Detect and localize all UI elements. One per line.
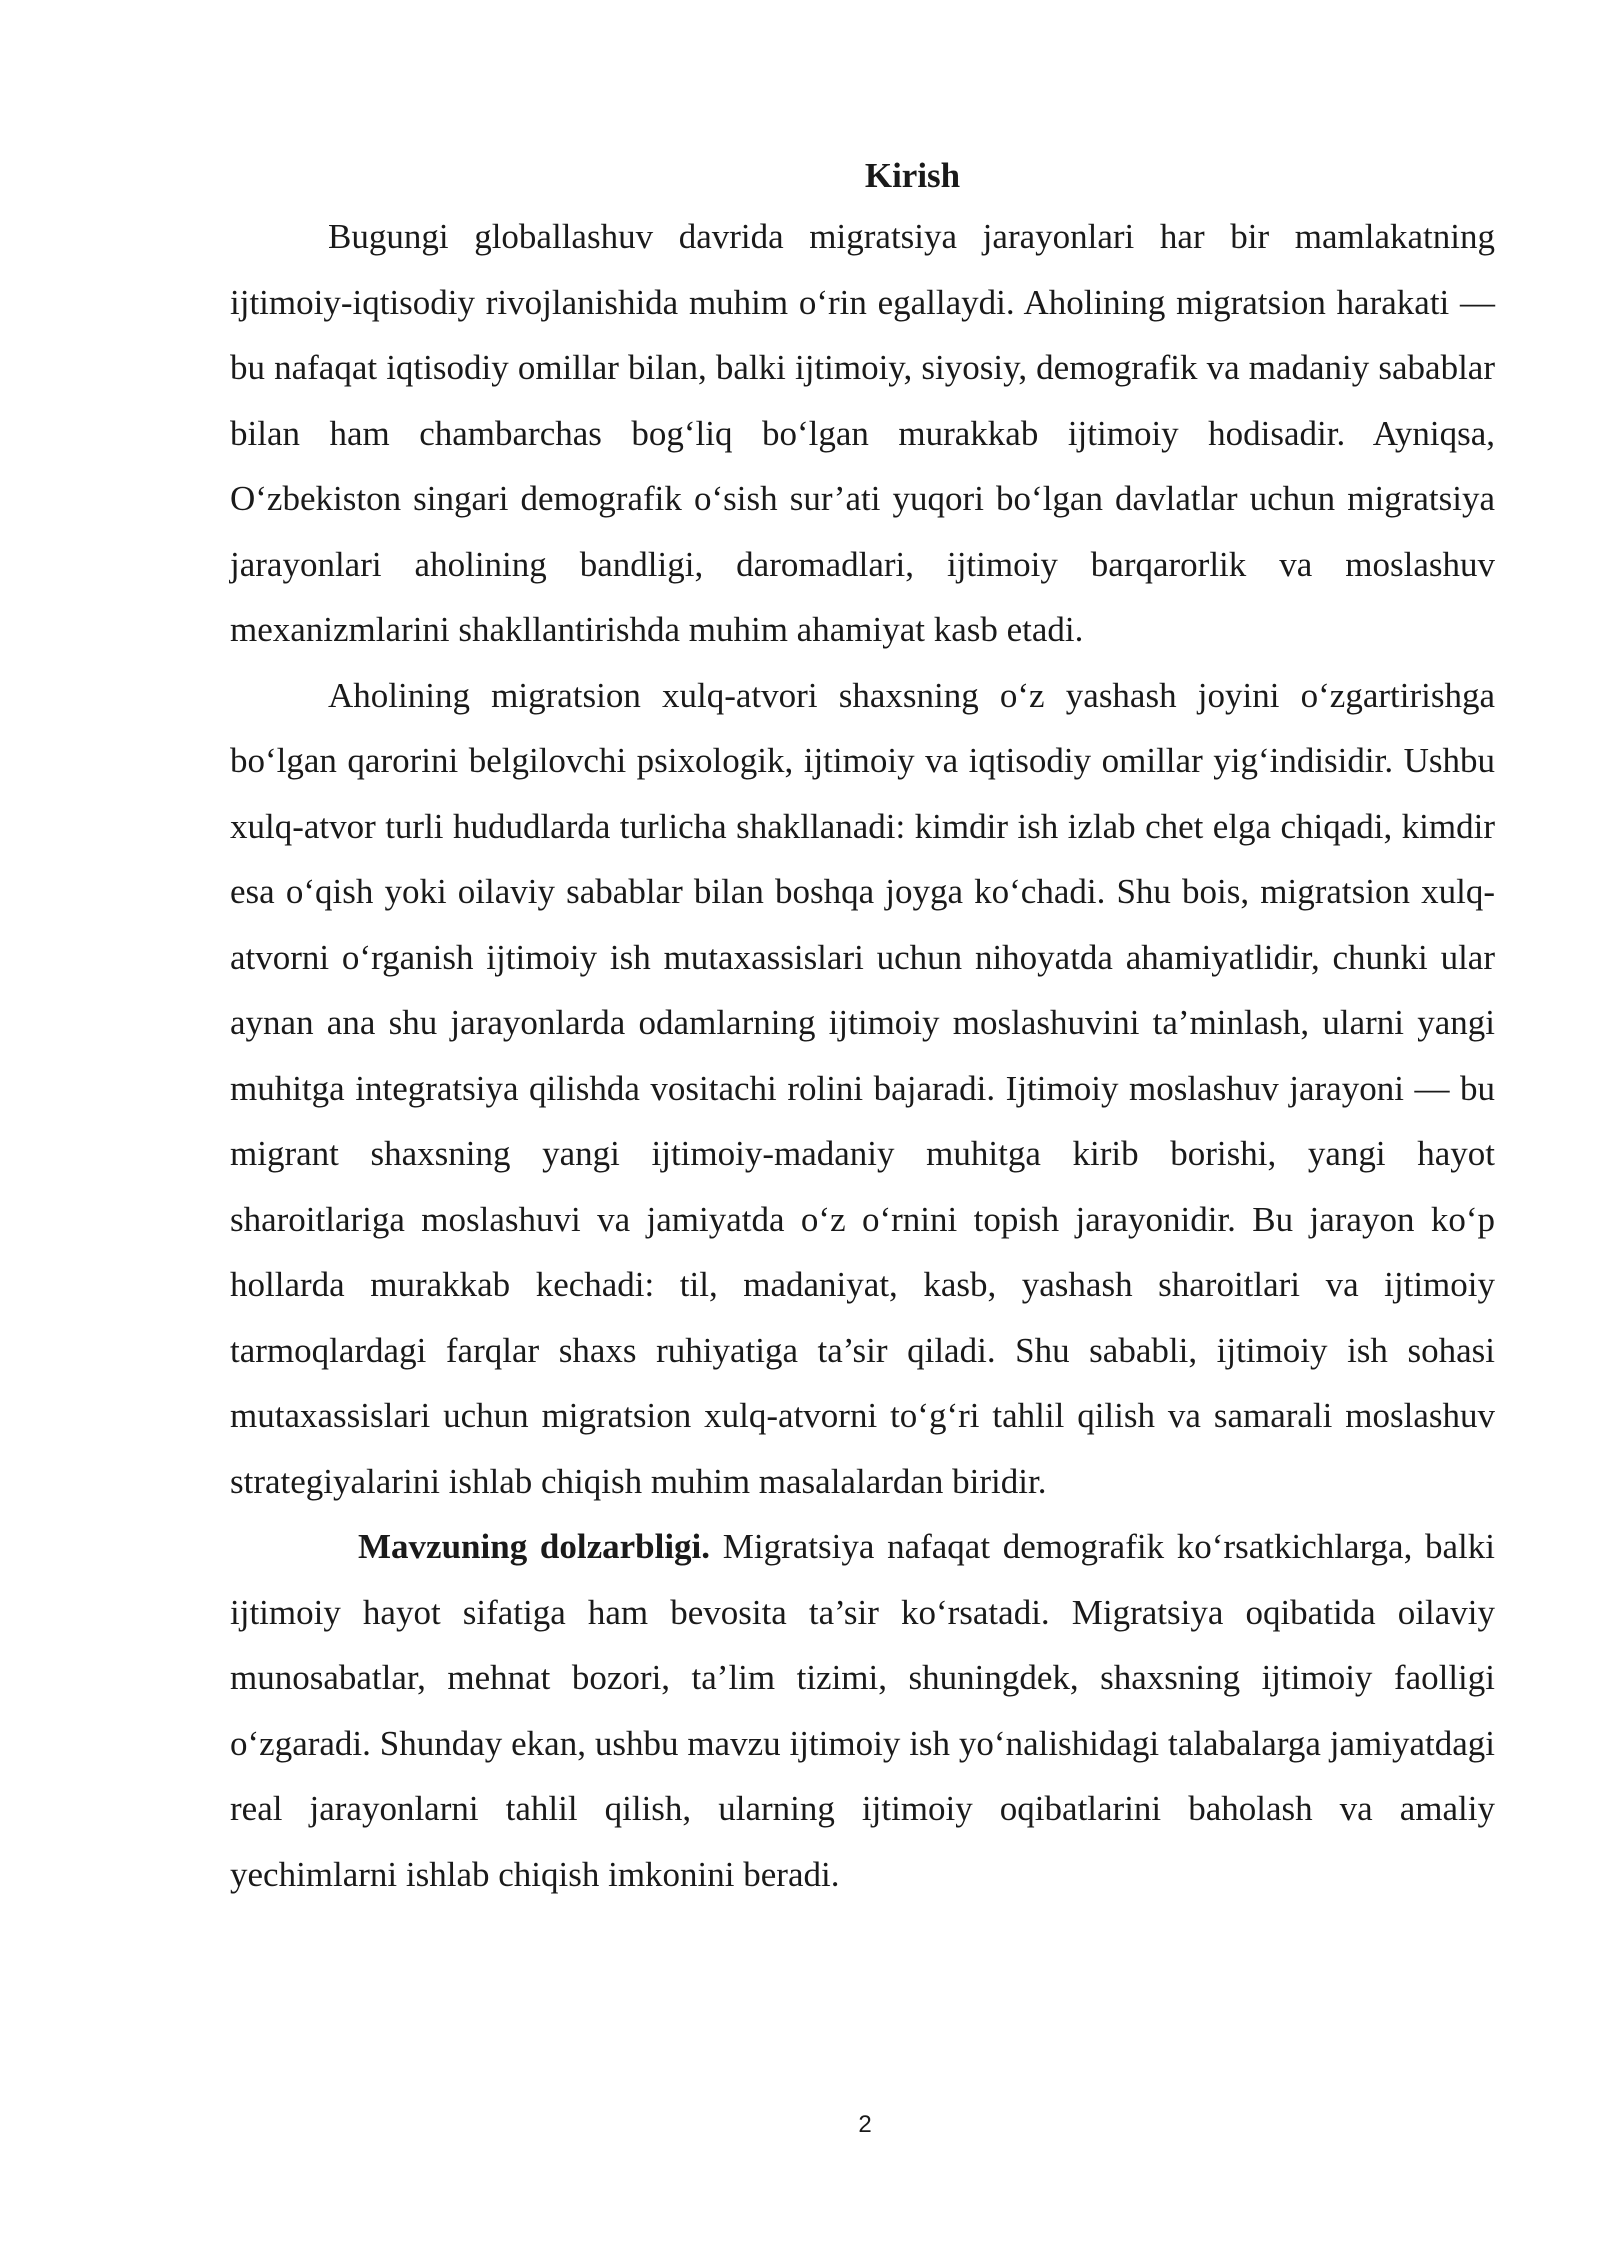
paragraph-text: Aholining migratsion xulq-atvori shaxsning o‘z yashash joyini o‘zgartirishga bo‘lgan qarorini belgilovchi psixologik, ijtimoiy va iqtisodiy omillar yig‘indisidir. Ushbu xulq-atvor turli hududlarda turlicha shakllanadi: kimdir ish izlab chet elga chiqadi, kimdir esa o‘qish yoki oilaviy sabablar bilan boshqa joyga ko‘chadi. Shu bois, migratsion xulq-atvorni o‘rganish ijtimoiy ish mutaxassislari uchun nihoyatda ahamiyatlidir, chunki ular aynan ana shu jarayonlarda odamlarning ijtimoiy moslashuvini ta’minlash, ularni yangi muhitga integratsiya qilishda vositachi rolini bajaradi. Ijtimoiy moslashuv jarayoni — bu migrant shaxsning yangi ijtimoiy-madaniy muhitga kirib borishi, yangi hayot sharoitlariga moslashuvi va jamiyatda o‘z o‘rnini topish jarayonidir. Bu jarayon ko‘p hollarda murakkab kechadi: til, madaniyat, kasb, yashash sharoitlari va ijtimoiy tarmoqlardagi farqlar shaxs ruhiyatiga ta’sir qiladi. Shu sababli, ijtimoiy ish sohasi mutaxassislari uchun migratsion xulq-atvorni to‘g‘ri tahlil qilish va samarali moslashuv strategiyalarini ishlab chiqish muhim masalalardan biridir. — [230, 675, 1495, 1501]
paragraph-relevance — [230, 1514, 1495, 1907]
page-body — [230, 148, 1495, 1907]
paragraph-text: Migratsiya nafaqat demografik ko‘rsatkichlarga, balki ijtimoiy hayot sifatiga ham bevosita ta’sir ko‘rsatadi. Migratsiya oqibatida oilaviy munosabatlar, mehnat bozori, ta’lim tizimi, shuningdek, shaxsning ijtimoiy faolligi o‘zgaradi. Shunday ekan, ushbu mavzu ijtimoiy ish yo‘nalishidagi talabalarga jamiyatdagi real jarayonlarni tahlil qilish, ularning ijtimoiy oqibatlarini baholash va amaliy yechimlarni ishlab chiqish imkonini beradi. — [230, 1527, 1495, 1894]
page-number: 2 — [858, 2111, 872, 2138]
paragraph-text: Bugungi globallashuv davrida migratsiya jarayonlari har bir mamlakatning ijtimoiy-iqtisodiy rivojlanishida muhim o‘rin egallaydi. Aholining migratsion harakati — bu nafaqat iqtisodiy omillar bilan, balki ijtimoiy, siyosiy, demografik va madaniy sabablar bilan ham chambarchas bog‘liq bo‘lgan murakkab ijtimoiy hodisadir. Ayniqsa, O‘zbekiston singari demografik o‘sish sur’ati yuqori bo‘lgan davlatlar uchun migratsiya jarayonlari aholining bandligi, daromadlari, ijtimoiy barqarorlik va moslashuv mexanizmlarini shakllantirishda muhim ahamiyat kasb etadi. — [230, 217, 1495, 649]
paragraph-introduction — [230, 204, 1495, 663]
paragraph-migration-behavior — [230, 663, 1495, 1515]
section-heading: Kirish — [864, 156, 961, 195]
paragraph-lead-bold: Mavzuning dolzarbligi. — [358, 1527, 711, 1566]
